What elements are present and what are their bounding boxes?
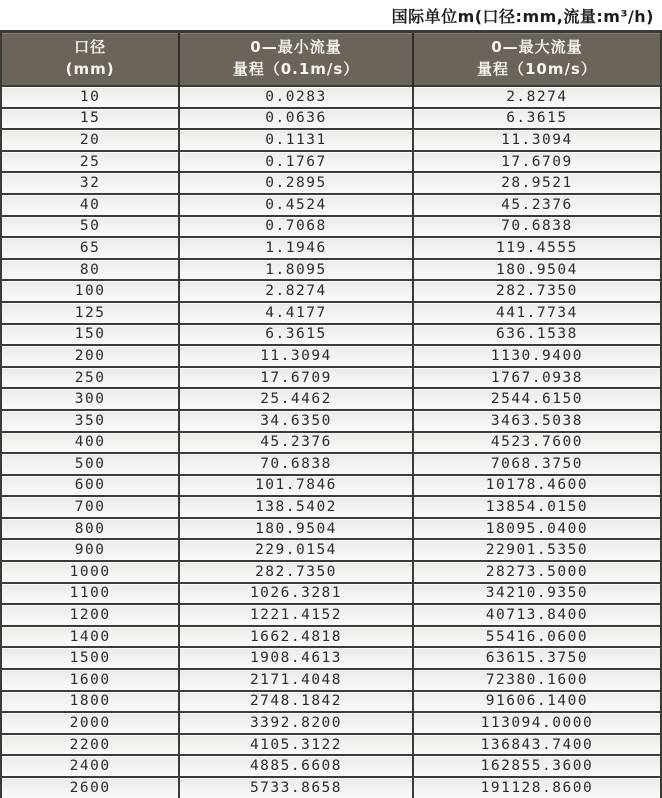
cell-min-flow: 2171.4048 [179,669,413,691]
table-row [1,691,661,713]
col-header-max-flow-line1: 0—最大流量 [491,38,583,57]
cell-diameter: 2400 [1,755,179,777]
cell-min-flow: 17.6709 [179,367,413,389]
cell-max-flow: 1767.0938 [413,367,661,389]
cell-diameter: 900 [1,539,179,561]
table-row [1,410,661,432]
cell-min-flow: 0.7068 [179,216,413,238]
cell-diameter: 50 [1,216,179,238]
cell-max-flow: 2544.6150 [413,388,661,410]
cell-min-flow: 4885.6608 [179,755,413,777]
cell-min-flow: 0.2895 [179,172,413,194]
cell-min-flow: 70.6838 [179,453,413,475]
table-row [1,496,661,518]
cell-min-flow: 1662.4818 [179,626,413,648]
table-row [1,216,661,238]
table-row [1,518,661,540]
cell-diameter: 300 [1,388,179,410]
col-header-diameter-line1: 口径 [74,38,107,57]
header-row [1,32,661,87]
col-header-min-flow [179,32,413,87]
cell-min-flow: 6.3615 [179,324,413,346]
cell-max-flow: 1130.9400 [413,345,661,367]
cell-max-flow: 636.1538 [413,324,661,346]
cell-min-flow: 229.0154 [179,539,413,561]
cell-min-flow: 4.4177 [179,302,413,324]
cell-min-flow: 0.1131 [179,129,413,151]
table-row [1,647,661,669]
table-row [1,194,661,216]
cell-min-flow: 282.7350 [179,561,413,583]
table-row [1,669,661,691]
cell-max-flow: 72380.1600 [413,669,661,691]
cell-max-flow: 28273.5000 [413,561,661,583]
col-header-diameter [1,32,179,87]
cell-max-flow: 11.3094 [413,129,661,151]
cell-max-flow: 3463.5038 [413,410,661,432]
cell-min-flow: 0.0283 [179,86,413,108]
table-row [1,734,661,756]
table-row [1,755,661,777]
cell-max-flow: 55416.0600 [413,626,661,648]
flow-range-table [0,30,662,798]
cell-min-flow: 3392.8200 [179,712,413,734]
table-row [1,324,661,346]
table-row [1,367,661,389]
table-row [1,777,661,798]
cell-max-flow: 91606.1400 [413,691,661,713]
cell-diameter: 40 [1,194,179,216]
cell-diameter: 2000 [1,712,179,734]
cell-min-flow: 1221.4152 [179,604,413,626]
table-row [1,280,661,302]
cell-diameter: 1800 [1,691,179,713]
cell-max-flow: 28.9521 [413,172,661,194]
cell-diameter: 1400 [1,626,179,648]
unit-note-title: 国际单位m(口径:mm,流量:m³/h) [391,6,654,26]
cell-diameter: 800 [1,518,179,540]
table-row [1,172,661,194]
cell-min-flow: 180.9504 [179,518,413,540]
cell-max-flow: 113094.0000 [413,712,661,734]
cell-diameter: 1000 [1,561,179,583]
cell-min-flow: 1.8095 [179,259,413,281]
cell-diameter: 1600 [1,669,179,691]
table-row [1,129,661,151]
cell-diameter: 400 [1,432,179,454]
cell-diameter: 125 [1,302,179,324]
col-header-min-flow-line2: 量程（0.1m/s） [232,60,360,78]
table-row [1,561,661,583]
table-row [1,259,661,281]
cell-diameter: 25 [1,151,179,173]
cell-diameter: 250 [1,367,179,389]
cell-max-flow: 136843.7400 [413,734,661,756]
table-row [1,539,661,561]
table-row [1,237,661,259]
cell-min-flow: 1026.3281 [179,583,413,605]
cell-max-flow: 4523.7600 [413,432,661,454]
cell-diameter: 80 [1,259,179,281]
cell-min-flow: 1908.4613 [179,647,413,669]
cell-diameter: 10 [1,86,179,108]
cell-max-flow: 18095.0400 [413,518,661,540]
cell-diameter: 2200 [1,734,179,756]
table-row [1,388,661,410]
cell-diameter: 700 [1,496,179,518]
cell-max-flow: 162855.3600 [413,755,661,777]
cell-diameter: 1200 [1,604,179,626]
table-row [1,626,661,648]
cell-diameter: 500 [1,453,179,475]
cell-min-flow: 5733.8658 [179,777,413,798]
cell-max-flow: 13854.0150 [413,496,661,518]
cell-min-flow: 101.7846 [179,475,413,497]
cell-diameter: 20 [1,129,179,151]
cell-diameter: 200 [1,345,179,367]
cell-max-flow: 40713.8400 [413,604,661,626]
cell-max-flow: 22901.5350 [413,539,661,561]
cell-min-flow: 25.4462 [179,388,413,410]
table-row [1,302,661,324]
cell-max-flow: 282.7350 [413,280,661,302]
cell-max-flow: 63615.3750 [413,647,661,669]
cell-min-flow: 2.8274 [179,280,413,302]
cell-min-flow: 138.5402 [179,496,413,518]
col-header-max-flow [413,32,661,87]
cell-min-flow: 0.0636 [179,108,413,130]
table-row [1,712,661,734]
table-row [1,86,661,108]
cell-diameter: 1100 [1,583,179,605]
col-header-min-flow-line1: 0—最小流量 [250,38,342,57]
col-header-max-flow-line2: 量程（10m/s） [476,60,597,78]
table-row [1,583,661,605]
table-row [1,151,661,173]
cell-diameter: 65 [1,237,179,259]
cell-min-flow: 45.2376 [179,432,413,454]
table-row [1,604,661,626]
cell-max-flow: 34210.9350 [413,583,661,605]
cell-max-flow: 70.6838 [413,216,661,238]
col-header-diameter-line2: (mm) [65,60,115,78]
cell-max-flow: 17.6709 [413,151,661,173]
cell-max-flow: 119.4555 [413,237,661,259]
table-row [1,453,661,475]
cell-min-flow: 11.3094 [179,345,413,367]
cell-max-flow: 191128.8600 [413,777,661,798]
cell-min-flow: 2748.1842 [179,691,413,713]
title-bar [0,0,662,30]
cell-diameter: 150 [1,324,179,346]
cell-min-flow: 0.4524 [179,194,413,216]
table-header [1,32,661,87]
cell-max-flow: 441.7734 [413,302,661,324]
cell-max-flow: 180.9504 [413,259,661,281]
cell-diameter: 350 [1,410,179,432]
cell-min-flow: 1.1946 [179,237,413,259]
cell-diameter: 100 [1,280,179,302]
table-body [1,86,661,798]
table-row [1,475,661,497]
cell-max-flow: 2.8274 [413,86,661,108]
cell-diameter: 32 [1,172,179,194]
cell-max-flow: 6.3615 [413,108,661,130]
table-row [1,432,661,454]
cell-diameter: 15 [1,108,179,130]
cell-max-flow: 45.2376 [413,194,661,216]
cell-min-flow: 4105.3122 [179,734,413,756]
cell-diameter: 2600 [1,777,179,798]
cell-min-flow: 34.6350 [179,410,413,432]
cell-max-flow: 10178.4600 [413,475,661,497]
table-row [1,108,661,130]
cell-max-flow: 7068.3750 [413,453,661,475]
cell-diameter: 600 [1,475,179,497]
table-row [1,345,661,367]
cell-min-flow: 0.1767 [179,151,413,173]
cell-diameter: 1500 [1,647,179,669]
